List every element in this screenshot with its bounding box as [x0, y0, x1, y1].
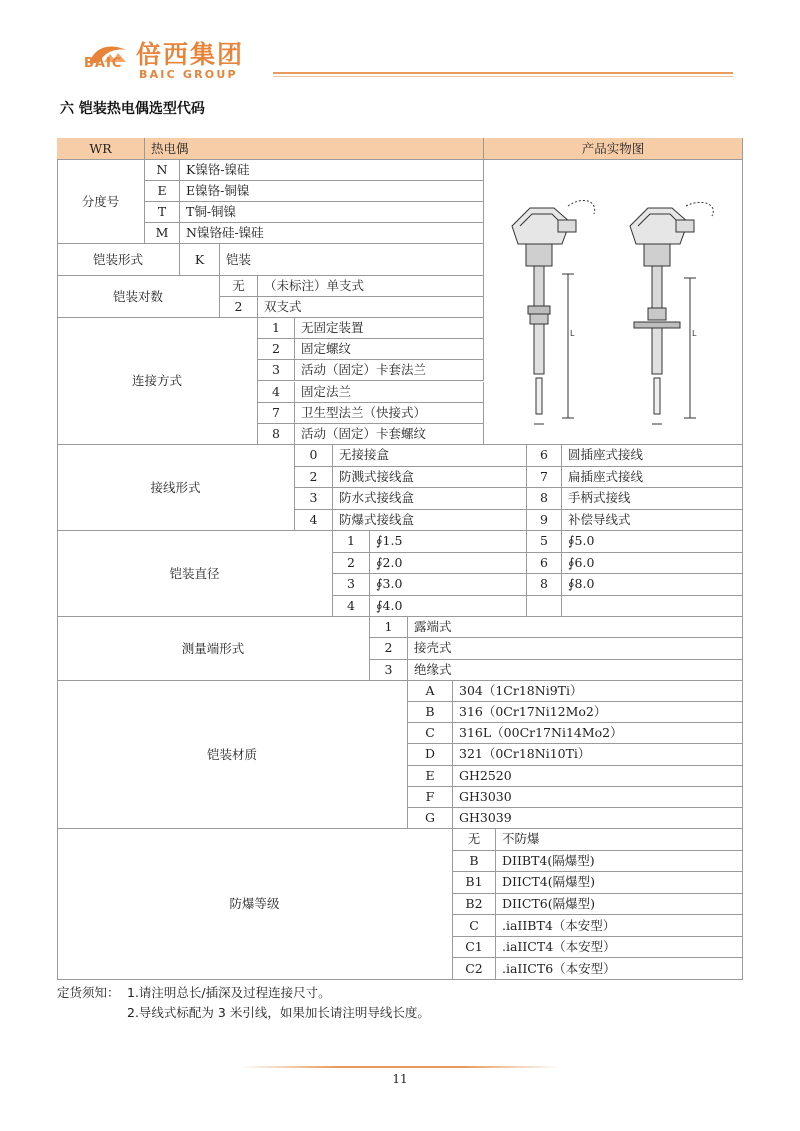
footer-rule	[240, 1066, 560, 1068]
tip-desc: 接壳式	[408, 638, 743, 659]
material-code: E	[408, 766, 453, 787]
explosion-code: B	[453, 851, 496, 873]
armor-pairs-desc: （未标注）单支式	[258, 276, 484, 297]
explosion-desc: 不防爆	[496, 829, 743, 851]
header-rule	[273, 72, 733, 74]
graduation-desc: T铜-铜镍	[180, 202, 484, 223]
tip-desc: 绝缘式	[408, 660, 743, 681]
connection-desc: 活动（固定）卡套法兰	[295, 360, 484, 381]
wiring-label: 接线形式	[57, 445, 295, 531]
wiring-desc: 扁插座式接线	[562, 467, 743, 489]
material-code: D	[408, 744, 453, 765]
material-code: C	[408, 723, 453, 744]
connection-code: 8	[258, 424, 295, 445]
wiring-desc: 防爆式接线盒	[333, 510, 527, 532]
explosion-code: C1	[453, 937, 496, 959]
material-desc: 316L（00Cr17Ni14Mo2）	[453, 723, 743, 744]
diameter-code: 3	[333, 574, 370, 596]
material-desc: GH3039	[453, 808, 743, 829]
diameter-desc: ∮3.0	[370, 574, 527, 596]
wiring-code: 9	[527, 510, 562, 532]
explosion-code: B1	[453, 872, 496, 894]
tip-code: 3	[370, 660, 408, 681]
graduation-code: M	[145, 223, 180, 244]
explosion-code: C2	[453, 958, 496, 980]
dimension-label-right: L	[692, 329, 697, 338]
diameter-desc	[562, 596, 743, 618]
logo-chinese-name: 倍西集团	[136, 40, 245, 69]
diameter-label: 铠装直径	[57, 531, 333, 617]
tip-label: 测量端形式	[57, 617, 370, 681]
wiring-desc: 补偿导线式	[562, 510, 743, 532]
wiring-desc: 防水式接线盒	[333, 488, 527, 510]
connection-desc: 卫生型法兰（快接式）	[295, 403, 484, 424]
explosion-desc: .iaIICT4（本安型）	[496, 937, 743, 959]
explosion-desc: .iaIICT6（本安型）	[496, 958, 743, 980]
material-desc: GH2520	[453, 766, 743, 787]
connection-code: 4	[258, 382, 295, 403]
page-number: 11	[392, 1072, 408, 1086]
tip-desc: 露端式	[408, 617, 743, 638]
connection-code: 2	[258, 339, 295, 360]
explosion-code: 无	[453, 829, 496, 851]
diameter-code: 6	[527, 553, 562, 575]
wiring-desc: 圆插座式接线	[562, 445, 743, 467]
diameter-desc: ∮6.0	[562, 553, 743, 575]
header-image-cell: 产品实物图	[484, 138, 743, 160]
diameter-desc: ∮2.0	[370, 553, 527, 575]
explosion-label: 防爆等级	[57, 829, 453, 980]
header-rule-thin	[273, 76, 733, 77]
thermocouple-flange-drawing	[630, 202, 713, 424]
armor-pairs-desc: 双支式	[258, 297, 484, 318]
wiring-code: 6	[527, 445, 562, 467]
material-code: B	[408, 702, 453, 723]
wiring-desc: 手柄式接线	[562, 488, 743, 510]
wiring-code: 8	[527, 488, 562, 510]
explosion-code: B2	[453, 894, 496, 916]
wiring-code: 3	[295, 488, 333, 510]
wiring-desc: 防溅式接线盒	[333, 467, 527, 489]
diameter-code: 4	[333, 596, 370, 618]
graduation-label: 分度号	[57, 160, 145, 244]
logo-english-name: BAIC GROUP	[139, 68, 238, 81]
armor-pairs-label: 铠装对数	[57, 276, 220, 318]
graduation-desc: N镍铬硅-镍硅	[180, 223, 484, 244]
diameter-code: 1	[333, 531, 370, 553]
dimension-label-left: L	[570, 329, 575, 338]
connection-code: 3	[258, 360, 295, 381]
wiring-code: 4	[295, 510, 333, 532]
header-code-cell: WR	[57, 138, 145, 160]
order-note-1: 1.请注明总长/插深及过程连接尺寸。	[127, 985, 331, 1000]
wiring-code: 2	[295, 467, 333, 489]
order-notes-prefix: 定货须知：	[57, 985, 120, 1000]
connection-desc: 固定螺纹	[295, 339, 484, 360]
header-name-cell: 热电偶	[145, 138, 484, 160]
diameter-code: 2	[333, 553, 370, 575]
diameter-code	[527, 596, 562, 618]
material-desc: 304（1Cr18Ni9Ti）	[453, 681, 743, 702]
material-desc: 321（0Cr18Ni10Ti）	[453, 744, 743, 765]
wiring-desc: 无接接盒	[333, 445, 527, 467]
connection-code: 1	[258, 318, 295, 339]
graduation-desc: K镍铬-镍硅	[180, 160, 484, 181]
diameter-code: 8	[527, 574, 562, 596]
diameter-desc: ∮1.5	[370, 531, 527, 553]
explosion-desc: DIICT4(隔爆型)	[496, 872, 743, 894]
material-code: F	[408, 787, 453, 808]
graduation-code: T	[145, 202, 180, 223]
explosion-code: C	[453, 915, 496, 937]
graduation-desc: E镍铬-铜镍	[180, 181, 484, 202]
explosion-desc: DIICT6(隔爆型)	[496, 894, 743, 916]
armor-form-desc: 铠装	[220, 244, 484, 276]
diameter-code: 5	[527, 531, 562, 553]
graduation-code: N	[145, 160, 180, 181]
material-code: G	[408, 808, 453, 829]
order-note-2: 2.导线式标配为 3 米引线，如果加长请注明导线长度。	[127, 1005, 430, 1020]
explosion-desc: .iaIIBT4（本安型）	[496, 915, 743, 937]
diameter-desc: ∮4.0	[370, 596, 527, 618]
tip-code: 2	[370, 638, 408, 659]
logo-mark-text: BAIC	[84, 56, 123, 71]
armor-form-code: K	[180, 244, 220, 276]
connection-desc: 无固定装置	[295, 318, 484, 339]
material-code: A	[408, 681, 453, 702]
tip-code: 1	[370, 617, 408, 638]
material-desc: 316（0Cr17Ni12Mo2）	[453, 702, 743, 723]
product-drawing	[490, 186, 740, 436]
armor-pairs-code: 2	[220, 297, 258, 318]
connection-desc: 固定法兰	[295, 382, 484, 403]
material-desc: GH3030	[453, 787, 743, 808]
section-title: 六 铠装热电偶选型代码	[60, 101, 205, 117]
diameter-desc: ∮5.0	[562, 531, 743, 553]
armor-form-label: 铠装形式	[57, 244, 180, 276]
material-label: 铠装材质	[57, 681, 408, 829]
connection-code: 7	[258, 403, 295, 424]
connection-desc: 活动（固定）卡套螺纹	[295, 424, 484, 445]
wiring-code: 7	[527, 467, 562, 489]
diameter-desc: ∮8.0	[562, 574, 743, 596]
explosion-desc: DIIBT4(隔爆型)	[496, 851, 743, 873]
graduation-code: E	[145, 181, 180, 202]
thermocouple-single-drawing	[512, 200, 595, 424]
connection-label: 连接方式	[57, 318, 258, 445]
armor-pairs-code: 无	[220, 276, 258, 297]
wiring-code: 0	[295, 445, 333, 467]
